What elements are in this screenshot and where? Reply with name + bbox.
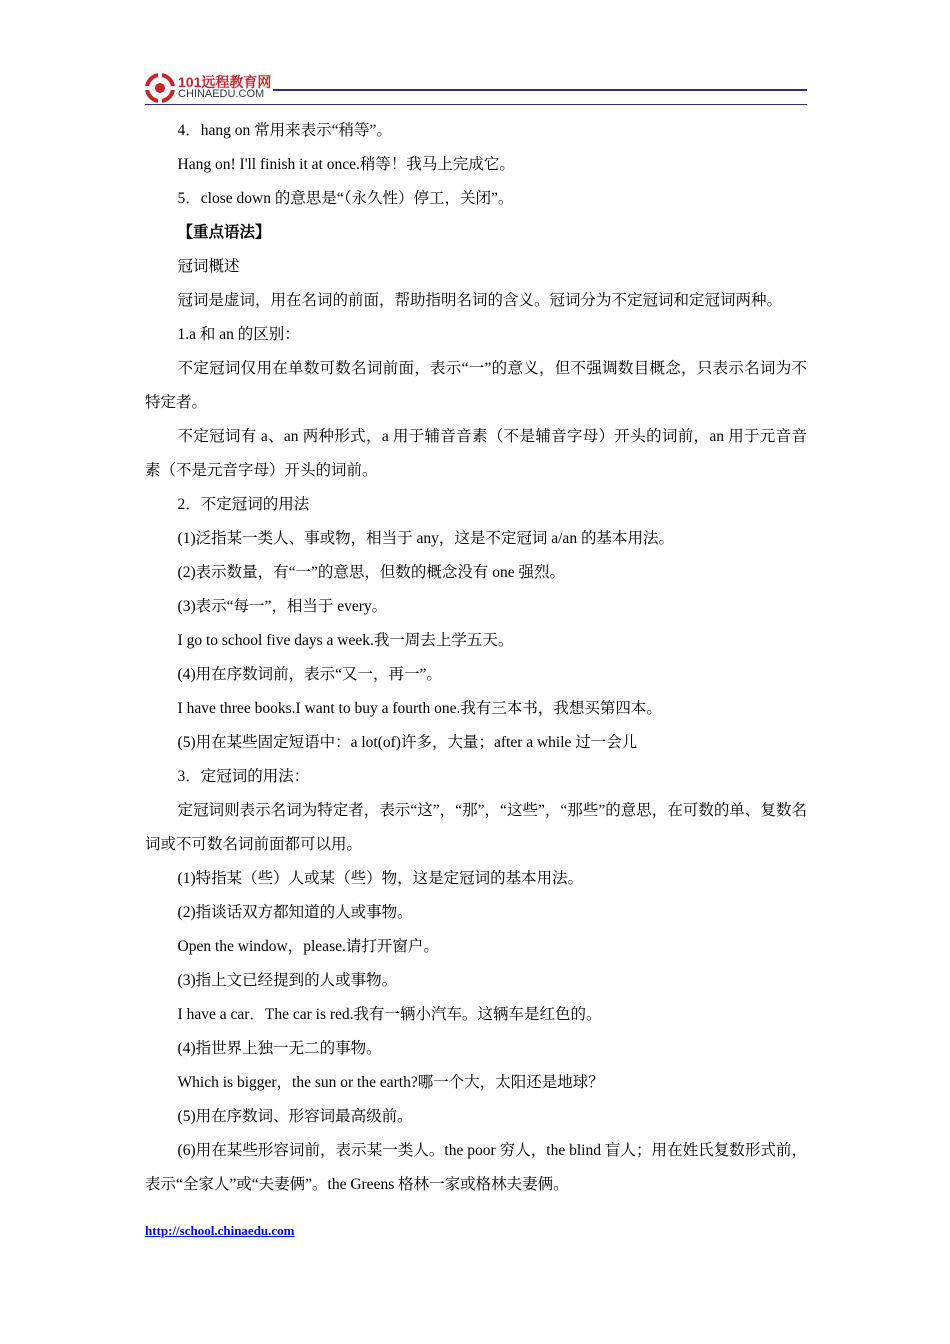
paragraph: 3．定冠词的用法： bbox=[177, 768, 310, 785]
page-header bbox=[145, 70, 807, 110]
logo-domain: CHINAEDU.COM bbox=[178, 88, 265, 100]
paragraph: I go to school five days a week.我一周去上学五天。 bbox=[177, 632, 514, 649]
section-heading: 【重点语法】 bbox=[177, 224, 271, 241]
paragraph: (4)用在序数词前，表示“又一，再一”。 bbox=[177, 666, 442, 683]
paragraph: 4．hang on 常用来表示“稍等”。 bbox=[177, 122, 392, 139]
paragraph: (4)指世界上独一无二的事物。 bbox=[177, 1040, 382, 1057]
paragraph: 不定冠词仅用在单数可数名词前面，表示“一”的意义，但不强调数目概念，只表示名词为不特定者。 bbox=[145, 360, 807, 411]
paragraph: (2)指谈话双方都知道的人或事物。 bbox=[177, 904, 413, 921]
paragraph: I have three books.I want to buy a fourth one.我有三本书，我想买第四本。 bbox=[177, 700, 662, 717]
paragraph: (3)表示“每一”，相当于 every。 bbox=[177, 598, 388, 615]
paragraph: (2)表示数量，有“一”的意思，但数的概念没有 one 强烈。 bbox=[177, 564, 566, 581]
paragraph: 5．close down 的意思是“（永久性）停工，关闭”。 bbox=[177, 190, 514, 207]
document-body bbox=[145, 114, 807, 1202]
header-underline bbox=[145, 104, 807, 105]
paragraph: (1)泛指某一类人、事或物，相当于 any，这是不定冠词 a/an 的基本用法。 bbox=[177, 530, 674, 547]
paragraph: 不定冠词有 a、an 两种形式，a 用于辅音音素（不是辅音字母）开头的词前，an 用于元音音素（不是元音字母）开头的词前。 bbox=[145, 428, 807, 479]
paragraph: Hang on! I'll finish it at once.稍等！我马上完成它。 bbox=[177, 156, 515, 173]
paragraph: 1.a 和 an 的区别： bbox=[177, 326, 300, 343]
paragraph: (3)指上文已经提到的人或事物。 bbox=[177, 972, 398, 989]
paragraph: 冠词概述 bbox=[177, 258, 240, 275]
paragraph: (5)用在序数词、形容词最高级前。 bbox=[177, 1108, 413, 1125]
paragraph: I have a car．The car is red.我有一辆小汽车。这辆车是红色的。 bbox=[177, 1006, 602, 1023]
paragraph: 冠词是虚词，用在名词的前面，帮助指明名词的含义。冠词分为不定冠词和定冠词两种。 bbox=[177, 292, 783, 309]
paragraph: Open the window，please.请打开窗户。 bbox=[177, 938, 439, 955]
header-rule bbox=[273, 89, 807, 91]
chinaedu-logo-icon bbox=[145, 73, 175, 103]
logo-title: 101远程教育网 bbox=[178, 74, 272, 90]
paragraph: 定冠词则表示名词为特定者，表示“这”，“那”，“这些”，“那些”的意思，在可数的单、复数名词或不可数名词前面都可以用。 bbox=[145, 802, 807, 853]
paragraph: (5)用在某些固定短语中：a lot(of)许多，大量；after a while 过一会儿 bbox=[177, 734, 638, 751]
footer-link[interactable]: http://school.chinaedu.com bbox=[145, 1223, 295, 1238]
paragraph: (6)用在某些形容词前，表示某一类人。the poor 穷人，the blind 盲人；用在姓氏复数形式前，表示“全家人”或“夫妻俩”。the Greens 格林一家或格林夫妻俩。 bbox=[145, 1142, 807, 1193]
paragraph: (1)特指某（些）人或某（些）物，这是定冠词的基本用法。 bbox=[177, 870, 584, 887]
paragraph: Which is bigger，the sun or the earth?哪一个大，太阳还是地球？ bbox=[177, 1074, 604, 1091]
paragraph: 2．不定冠词的用法 bbox=[177, 496, 310, 513]
